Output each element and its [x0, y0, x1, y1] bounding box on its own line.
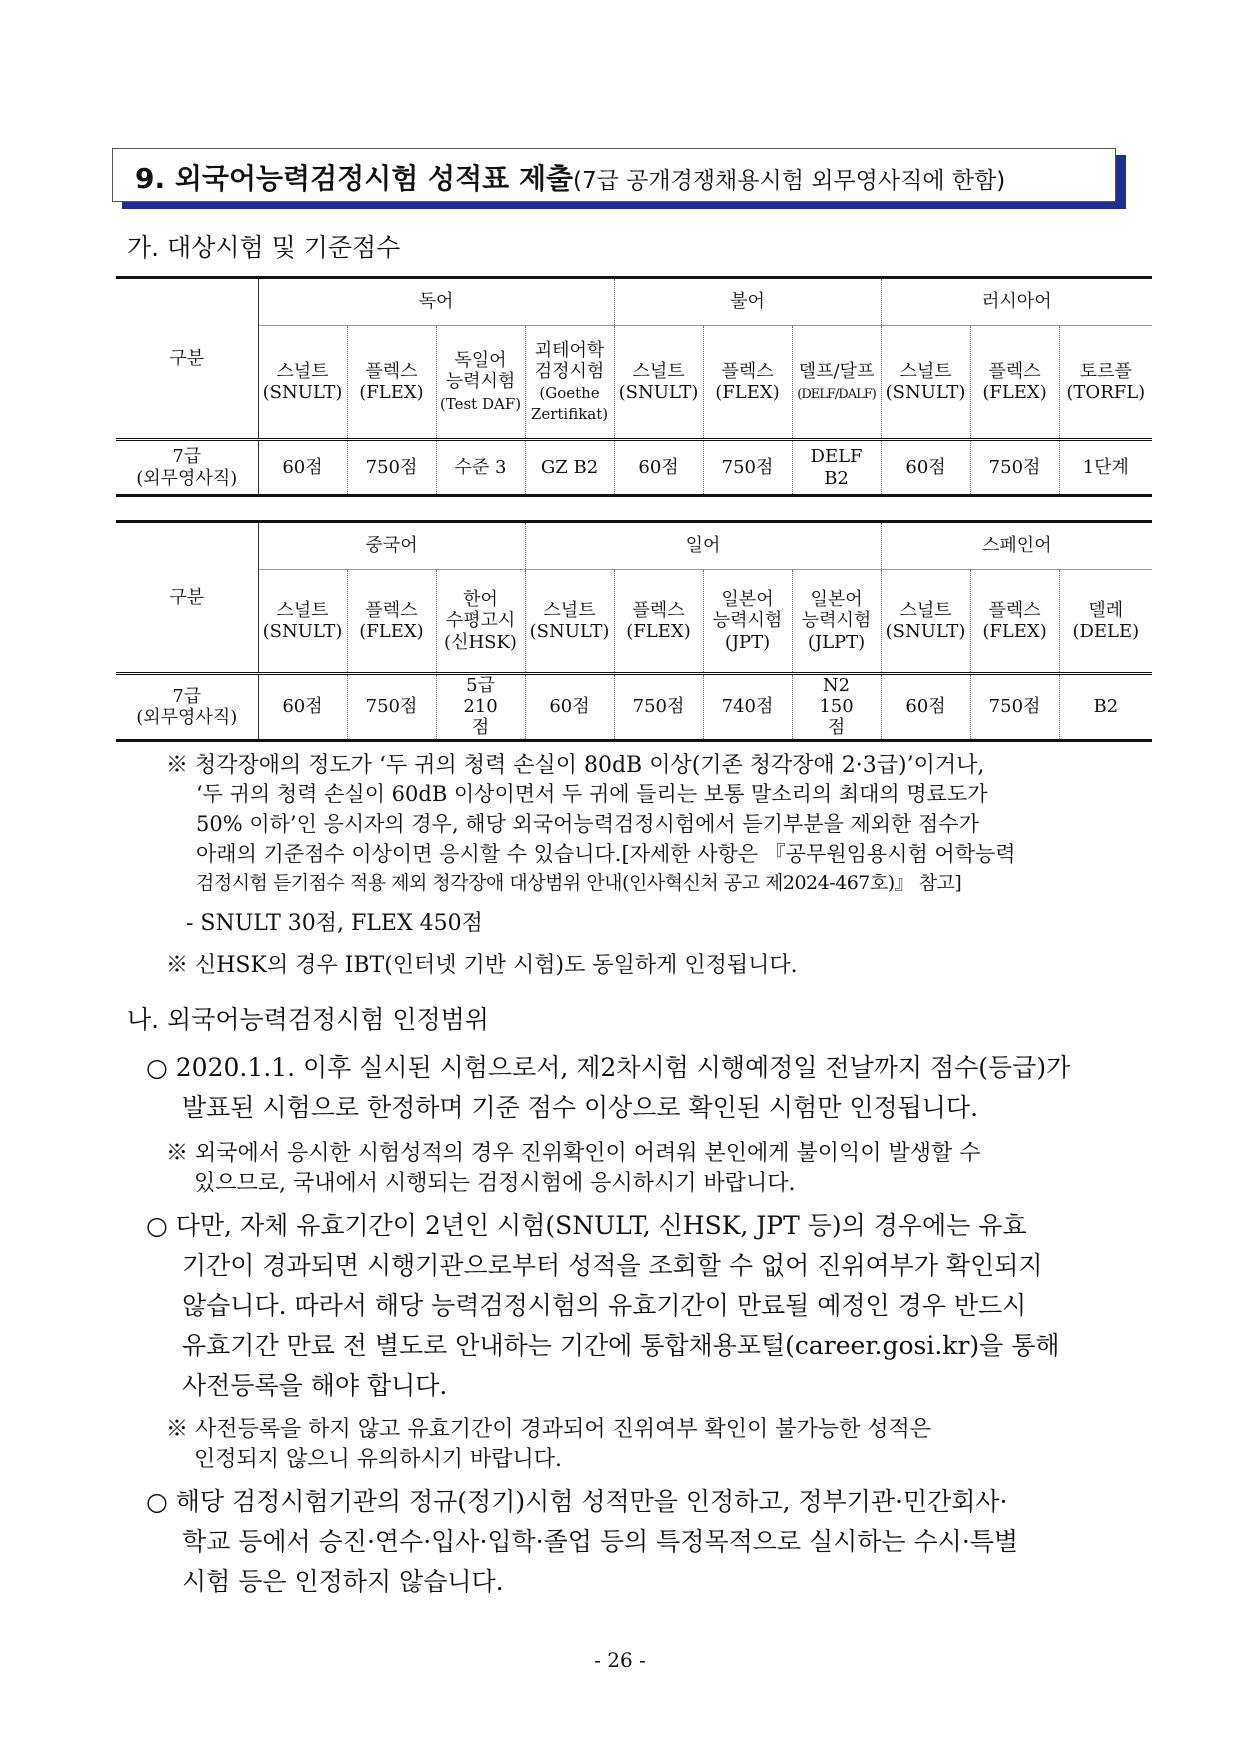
score-cell: B2 [1059, 674, 1152, 741]
test-header: 플렉스 (FLEX) [614, 570, 703, 674]
subheading-b: 나. 외국어능력검정시험 인정범위 [127, 1005, 489, 1034]
test-header: 괴테어학 검정시험 (Goethe Zertifikat) [525, 326, 614, 440]
score-cell: N2 150점 [792, 674, 881, 741]
score-cell: 60점 [258, 674, 347, 741]
row-label: 7급 (외무영사직) [116, 674, 258, 741]
section-title [135, 157, 1005, 197]
score-cell: 수준 3 [436, 440, 525, 496]
test-header: 델프/달프 (DELF/DALF) [792, 326, 881, 440]
section-title-sub: (7급 공개경쟁채용시험 외무영사직에 한함) [573, 168, 1006, 194]
score-cell: 750점 [347, 674, 436, 741]
test-header: 스널트 (SNULT) [881, 326, 970, 440]
group-header: 중국어 [258, 522, 525, 570]
bullet-line: 기간이 경과되면 시행기관으로부터 성적을 조회할 수 없어 진위여부가 확인되지 [182, 1251, 1043, 1280]
bullet-line: 사전등록을 해야 합니다. [182, 1371, 448, 1400]
test-header: 델레 (DELE) [1059, 570, 1152, 674]
score-cell: 750점 [970, 674, 1059, 741]
bullet-line: 않습니다. 따라서 해당 능력검정시험의 유효기간이 만료될 예정인 경우 반드시 [182, 1291, 1027, 1320]
bullet-line: 학교 등에서 승진·연수·입사·입학·졸업 등의 특정목적으로 실시하는 수시·특별 [182, 1527, 1019, 1556]
test-header: 독일어 능력시험 (Test DAF) [436, 326, 525, 440]
note-line: ※ 청각장애의 정도가 ‘두 귀의 청력 손실이 80dB 이상(기존 청각장애 2·3급)’이거나, [166, 753, 985, 778]
subheading-a: 가. 대상시험 및 기준점수 [127, 233, 401, 262]
score-cell: 1단계 [1059, 440, 1152, 496]
score-table-2 [116, 520, 1152, 742]
test-header: 플렉스 (FLEX) [970, 326, 1059, 440]
test-header: 일본어 능력시험 (JLPT) [792, 570, 881, 674]
bullet-line: ○ 2020.1.1. 이후 실시된 시험으로서, 제2차시험 시행예정일 전날까지 점수(등급)가 [146, 1053, 1071, 1082]
test-header: 스널트 (SNULT) [258, 570, 347, 674]
group-header: 일어 [525, 522, 881, 570]
score-cell: 60점 [614, 440, 703, 496]
bullet-line: 발표된 시험으로 한정하며 기준 점수 이상으로 확인된 시험만 인정됩니다. [182, 1093, 979, 1122]
section-title-box [112, 148, 1116, 202]
score-cell: 750점 [703, 440, 792, 496]
note-line: ※ 사전등록을 하지 않고 유효기간이 경과되어 진위여부 확인이 불가능한 성적은 [166, 1417, 932, 1442]
test-header: 플렉스 (FLEX) [347, 326, 436, 440]
test-header: 한어 수평고시 (신HSK) [436, 570, 525, 674]
test-header: 플렉스 (FLEX) [347, 570, 436, 674]
hsk-note: ※ 신HSK의 경우 IBT(인터넷 기반 시험)도 동일하게 인정됩니다. [166, 953, 798, 978]
group-header: 독어 [258, 278, 614, 326]
hearing-note [166, 748, 1120, 898]
page-number: - 26 - [594, 1648, 646, 1672]
note-line: 50% 이하’인 응시자의 경우, 해당 외국어능력검정시험에서 듣기부분을 제외한 점수가 [196, 812, 979, 836]
score-cell: GZ B2 [525, 440, 614, 496]
row-label: 7급 (외무영사직) [116, 440, 258, 496]
score-cell: 750점 [614, 674, 703, 741]
score-table-1 [116, 276, 1152, 497]
note-line: ※ 외국에서 응시한 시험성적의 경우 진위확인이 어려워 본인에게 불이익이 발생할 수 [166, 1141, 981, 1166]
score-cell: 740점 [703, 674, 792, 741]
score-cell: 60점 [258, 440, 347, 496]
section-title-main: 9. 외국어능력검정시험 성적표 제출 [135, 162, 574, 195]
test-header: 스널트 (SNULT) [525, 570, 614, 674]
header-label: 구분 [116, 278, 258, 440]
test-header: 스널트 (SNULT) [614, 326, 703, 440]
test-header: 스널트 (SNULT) [881, 570, 970, 674]
score-cell: 60점 [525, 674, 614, 741]
score-cell: 750점 [347, 440, 436, 496]
group-header: 스페인어 [881, 522, 1152, 570]
score-cell: 60점 [881, 440, 970, 496]
note-line: 있으므로, 국내에서 시행되는 검정시험에 응시하시기 바랍니다. [194, 1171, 796, 1196]
header-label: 구분 [116, 522, 258, 674]
test-header: 플렉스 (FLEX) [703, 326, 792, 440]
group-header: 러시아어 [881, 278, 1152, 326]
score-cell: DELF B2 [792, 440, 881, 496]
score-cell: 60점 [881, 674, 970, 741]
test-header: 일본어 능력시험 (JPT) [703, 570, 792, 674]
score-cell: 5급 210점 [436, 674, 525, 741]
note-line: ‘두 귀의 청력 손실이 60dB 이상이면서 두 귀에 들리는 보통 말소리의 최대의 명료도가 [196, 782, 988, 806]
note-line: 인정되지 않으니 유의하시기 바랍니다. [194, 1447, 563, 1472]
bullet-line: 시험 등은 인정하지 않습니다. [182, 1567, 504, 1596]
test-header: 토르플 (TORFL) [1059, 326, 1152, 440]
test-header: 스널트 (SNULT) [258, 326, 347, 440]
note-line: 아래의 기준점수 이상이면 응시할 수 있습니다.[자세한 사항은 『공무원임용시험 어학능력 [196, 842, 1016, 866]
note-line: 검정시험 듣기점수 적용 제외 청각장애 대상범위 안내(인사혁신처 공고 제2024-467호)』 참고] [196, 872, 962, 894]
bullet-line: ○ 해당 검정시험기관의 정규(정기)시험 성적만을 인정하고, 정부기관·민간회사· [146, 1487, 1008, 1516]
score-cell: 750점 [970, 440, 1059, 496]
bullet-line: ○ 다만, 자체 유효기간이 2년인 시험(SNULT, 신HSK, JPT 등)의 경우에는 유효 [146, 1211, 1027, 1240]
group-header: 불어 [614, 278, 881, 326]
bullet-line: 유효기간 만료 전 별도로 안내하는 기간에 통합채용포털(career.gosi.kr)을 통해 [182, 1331, 1060, 1360]
test-header: 플렉스 (FLEX) [970, 570, 1059, 674]
exempt-scores: - SNULT 30점, FLEX 450점 [186, 911, 483, 936]
